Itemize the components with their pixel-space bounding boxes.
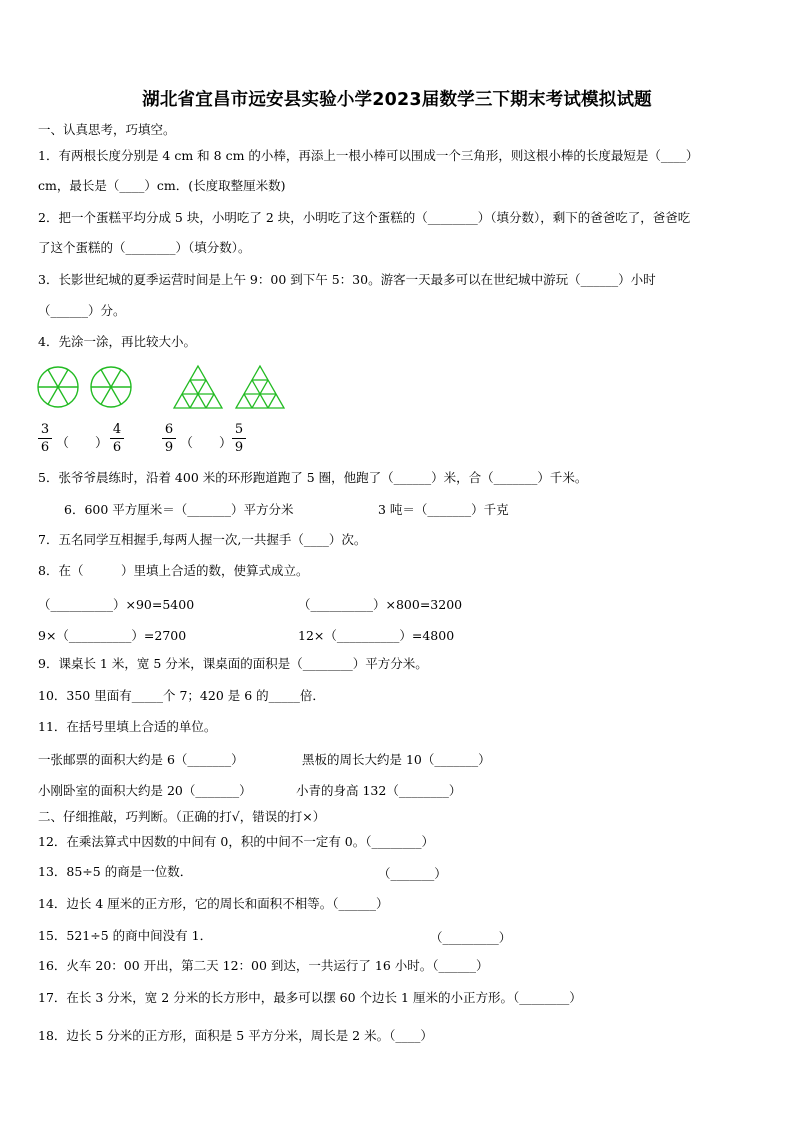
question-3-line-1: 3．长影世纪城的夏季运营时间是上午 9：00 到下午 5：30。游客一天最多可以在世纪城中游玩（______）小时 [38,272,656,287]
question-11-item-1: 一张邮票的面积大约是 6（_______） [38,752,244,767]
question-9-text: 9．课桌长 1 米，宽 5 分米，课桌面的面积是（________）平方分米。 [38,656,428,671]
fraction-5-9 [232,422,246,455]
section-2-heading: 二、仔细推敲，巧判断。（正确的打√，错误的打×） [38,809,326,824]
question-1-line-1: 1．有两根长度分别是 4 cm 和 8 cm 的小棒，再添上一根小棒可以围成一个三角形，则这根小棒的长度最短是（____） [38,148,699,163]
numerator: 4 [112,422,122,437]
question-5-text: 5．张爷爷晨练时，沿着 400 米的环形跑道跑了 5 圈，他跑了（______）米，合（_______）千米。 [38,470,588,485]
question-18-text: 18．边长 5 分米的正方形，面积是 5 平方分米，周长是 2 米。（____） [38,1028,433,1043]
question-2-line-1: 2．把一个蛋糕平均分成 5 块，小明吃了 2 块，小明吃了这个蛋糕的（________）（填分数），剩下的爸爸吃了，爸爸吃 [38,210,691,225]
numerator: 6 [164,422,174,437]
question-15-answer-blank[interactable]: （_________） [430,930,512,945]
fraction-4-6 [110,422,124,455]
question-14-text: 14．边长 4 厘米的正方形，它的周长和面积不相等。（______） [38,896,389,911]
compare-blank-1[interactable]: （ ） [56,436,109,451]
question-8-item-2: （__________）×800=3200 [298,597,463,612]
denominator: 6 [112,440,122,455]
page-title: 湖北省宜昌市远安县实验小学2023届数学三下期末考试模拟试题 [142,90,652,110]
question-8-item-4: 12×（__________）=4800 [298,628,455,643]
question-8-item-1: （__________）×90=5400 [38,597,195,612]
denominator: 9 [164,440,174,455]
question-12-text: 12．在乘法算式中因数的中间有 0，积的中间不一定有 0。（________） [38,834,435,849]
question-13-text: 13．85÷5 的商是一位数． [38,864,193,879]
circles-divided-in-six [36,364,136,412]
denominator: 6 [40,440,50,455]
question-6-part-1: 6．600 平方厘米＝（_______）平方分米 [64,502,294,517]
question-2-line-2: 了这个蛋糕的（________）（填分数）。 [38,240,251,255]
question-13-answer-blank[interactable]: （_______） [378,866,447,881]
question-3-line-2: （______）分。 [38,303,126,318]
question-11-item-3: 小刚卧室的面积大约是 20（_______） [38,783,252,798]
denominator: 9 [234,440,244,455]
question-8-text: 8．在（ ）里填上合适的数，使算式成立。 [38,563,309,578]
triangles-divided-in-nine [170,364,290,412]
question-10-text: 10．350 里面有_____个 7；420 是 6 的_____倍． [38,688,325,703]
question-11-item-4: 小青的身高 132（________） [296,783,462,798]
question-16-text: 16．火车 20：00 开出，第二天 12：00 到达，一共运行了 16 小时。（______） [38,958,489,973]
question-11-item-2: 黑板的周长大约是 10（_______） [302,752,491,767]
question-15-text: 15．521÷5 的商中间没有 1． [38,928,213,943]
question-4-text: 4．先涂一涂，再比较大小。 [38,334,196,349]
compare-blank-2[interactable]: （ ） [180,436,233,451]
question-1-line-2: cm，最长是（____）cm．(长度取整厘米数) [38,178,286,193]
question-8-item-3: 9×（__________）=2700 [38,628,187,643]
question-17-text: 17．在长 3 分米，宽 2 分米的长方形中，最多可以摆 60 个边长 1 厘米的小正方形。（________） [38,990,582,1005]
question-11-text: 11．在括号里填上合适的单位。 [38,719,217,734]
section-1-heading: 一、认真思考，巧填空。 [38,122,176,137]
fraction-6-9 [162,422,176,455]
question-6-part-2: 3 吨＝（_______）千克 [378,502,509,517]
fraction-3-6 [38,422,52,455]
numerator: 5 [234,422,244,437]
question-7-text: 7．五名同学互相握手,每两人握一次,一共握手（____）次。 [38,532,367,547]
numerator: 3 [40,422,50,437]
